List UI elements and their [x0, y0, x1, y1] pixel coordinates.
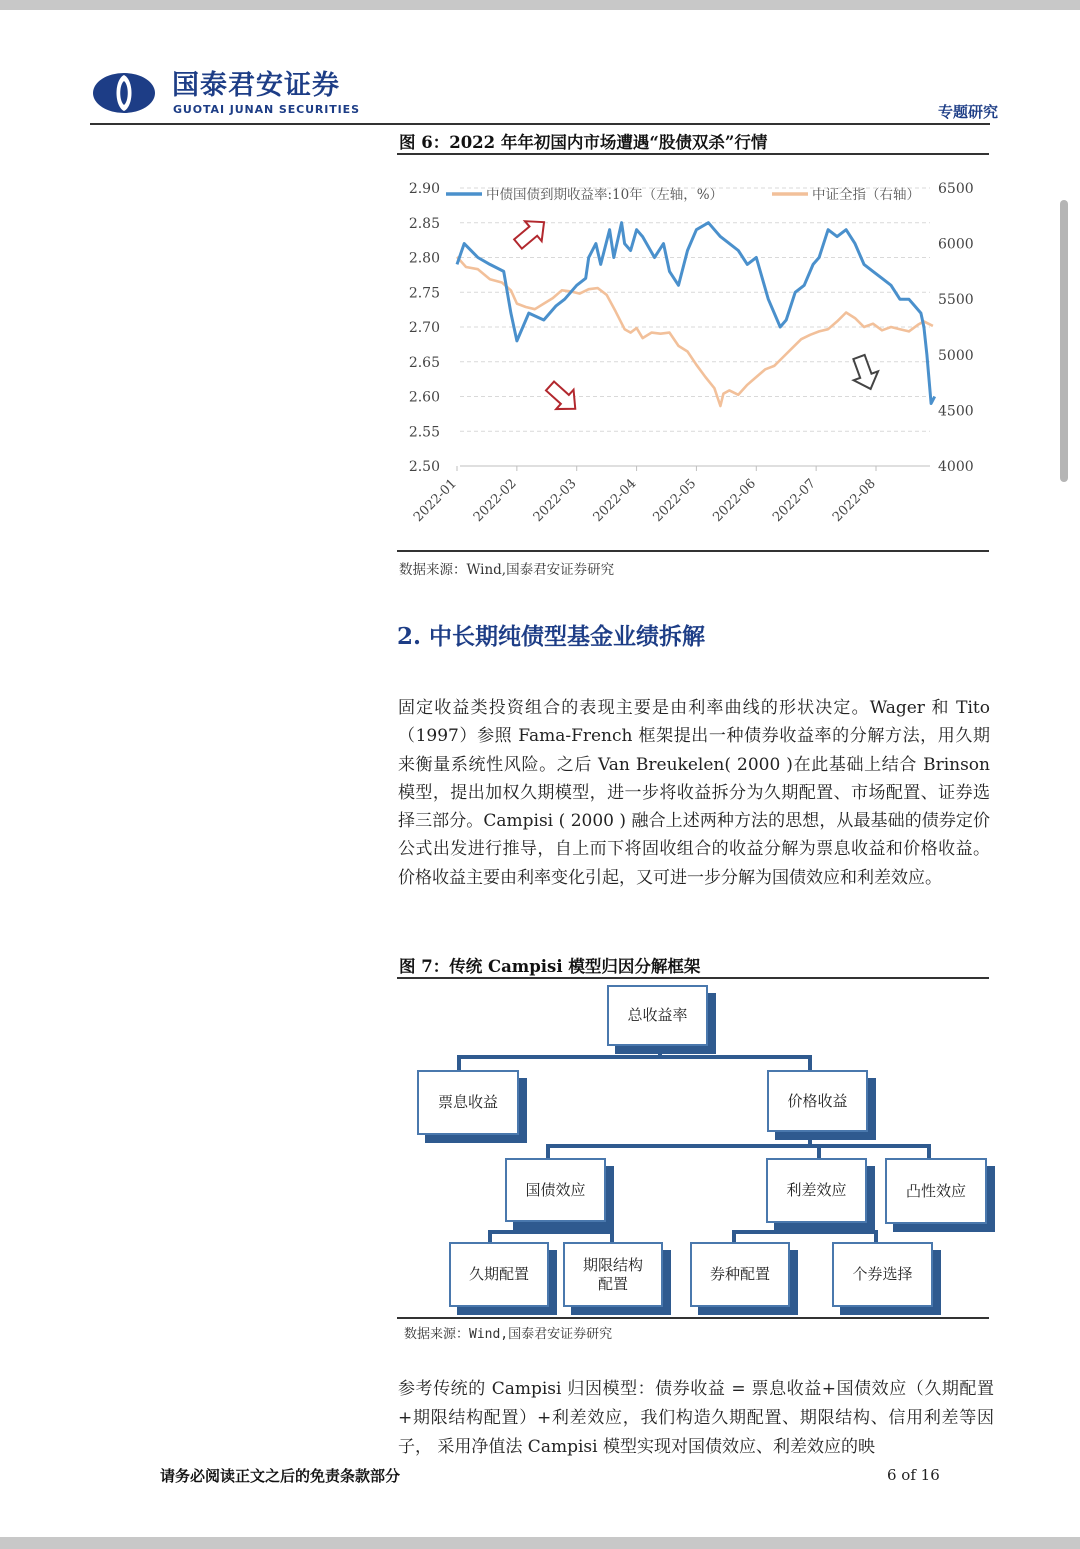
figure6-top-rule — [397, 153, 989, 155]
figure6-title: 图 6：2022 年年初国内市场遭遇“股债双杀”行情 — [399, 133, 768, 152]
x-axis-tick-label: 2022-08 — [830, 476, 879, 526]
node-security-selection: 个券选择 — [832, 1242, 933, 1307]
left-axis-tick-label: 2.80 — [408, 250, 440, 267]
x-axis-tick-label: 2022-04 — [590, 476, 640, 526]
figure6-source: 数据来源：Wind,国泰君安证券研究 — [399, 562, 615, 578]
right-axis-tick-label: 4000 — [938, 459, 974, 475]
legend-label-yield: 中债国债到期收益率:10年（左轴，%） — [486, 187, 724, 203]
figure7-source: 数据来源：Wind,国泰君安证券研究 — [404, 1327, 613, 1342]
node-convexity-effect: 凸性效应 — [885, 1158, 987, 1224]
left-axis-tick-label: 2.90 — [408, 181, 440, 197]
right-axis-tick-label: 5000 — [938, 347, 974, 364]
left-axis-tick-label: 2.75 — [408, 285, 440, 302]
node-duration-allocation: 久期配置 — [449, 1242, 549, 1307]
node-spread-effect: 利差效应 — [766, 1158, 867, 1223]
down-arrow-annotation — [541, 376, 584, 418]
figure6-bottom-rule — [397, 550, 989, 552]
x-axis-tick-label: 2022-06 — [710, 476, 760, 526]
x-axis-tick-label: 2022-01 — [411, 476, 460, 526]
up-arrow-annotation — [510, 212, 553, 254]
left-axis-tick-label: 2.85 — [408, 215, 440, 232]
legend-label-index: 中证全指（右轴） — [812, 187, 920, 203]
body-paragraph: 固定收益类投资组合的表现主要是由利率曲线的形状决定。Wager 和 Tito（1997）参照 Fama-French 框架提出一种债券收益率的分解方法，用久期来衡量系统性风险。之后 Van Breukelen( 2000 )在此基础上结合 Brinson 模型，提出加权久期模型，进一步将收益拆分为久期配置、市场配置、证券选择三部分。Campisi ( 2000 ) 融合上述两种方法的思想，从最基础的债券定价公式出发进行推导，自上而下将固收组合的收益分解为票息收益和价格收益。价格收益主要由利率变化引起，又可进一步分解为国债效应和利差效应。 — [398, 698, 990, 888]
left-axis-tick-label: 2.65 — [408, 354, 440, 371]
figure6-chart — [397, 168, 997, 548]
node-sector-allocation: 券种配置 — [690, 1242, 790, 1307]
x-axis-tick-label: 2022-07 — [770, 476, 819, 526]
node-term-structure: 期限结构配置 — [563, 1242, 663, 1307]
x-axis-tick-label: 2022-02 — [470, 476, 520, 526]
brand-name-en: GUOTAI JUNAN SECURITIES — [173, 103, 360, 116]
left-axis-tick-label: 2.50 — [408, 459, 440, 475]
left-axis-tick-label: 2.70 — [408, 320, 440, 336]
gray-down-arrow-annotation — [847, 353, 883, 394]
scrollbar[interactable] — [1060, 200, 1068, 482]
section-heading: 2. 中长期纯债型基金业绩拆解 — [397, 623, 706, 650]
closing-paragraph: 参考传统的 Campisi 归因模型：债券收益 = 票息收益+国债效应（久期配置+期限结构配置）+利差效应，我们构造久期配置、期限结构、信用利差等因子， 采用净值法 Campisi 模型实现对国债效应、利差效应的映 — [398, 1379, 994, 1457]
figure7-bottom-rule — [397, 1317, 989, 1319]
right-axis-tick-label: 6000 — [938, 236, 974, 253]
figure7-top-rule — [397, 977, 989, 979]
x-axis-tick-label: 2022-05 — [650, 476, 700, 526]
section-label: 专题研究 — [937, 103, 998, 121]
brand-name-cn: 国泰君安证券 — [172, 70, 340, 101]
right-axis-tick-label: 5500 — [938, 292, 974, 309]
right-axis-tick-label: 4500 — [938, 403, 974, 420]
right-axis-tick-label: 6500 — [938, 181, 974, 197]
footer-disclaimer: 请务必阅读正文之后的免责条款部分 — [160, 1467, 401, 1485]
node-treasury-effect: 国债效应 — [505, 1158, 606, 1222]
figure7-title: 图 7：传统 Campisi 模型归因分解框架 — [399, 957, 701, 976]
x-axis-tick-label: 2022-03 — [530, 476, 580, 526]
node-price-income: 价格收益 — [767, 1070, 868, 1132]
node-coupon-income: 票息收益 — [417, 1070, 519, 1135]
left-axis-tick-label: 2.55 — [408, 424, 440, 441]
company-logo — [92, 72, 156, 114]
page-number: 6 of 16 — [887, 1466, 940, 1484]
left-axis-tick-label: 2.60 — [408, 389, 440, 406]
node-total-return: 总收益率 — [607, 985, 708, 1046]
header-divider — [90, 123, 990, 125]
